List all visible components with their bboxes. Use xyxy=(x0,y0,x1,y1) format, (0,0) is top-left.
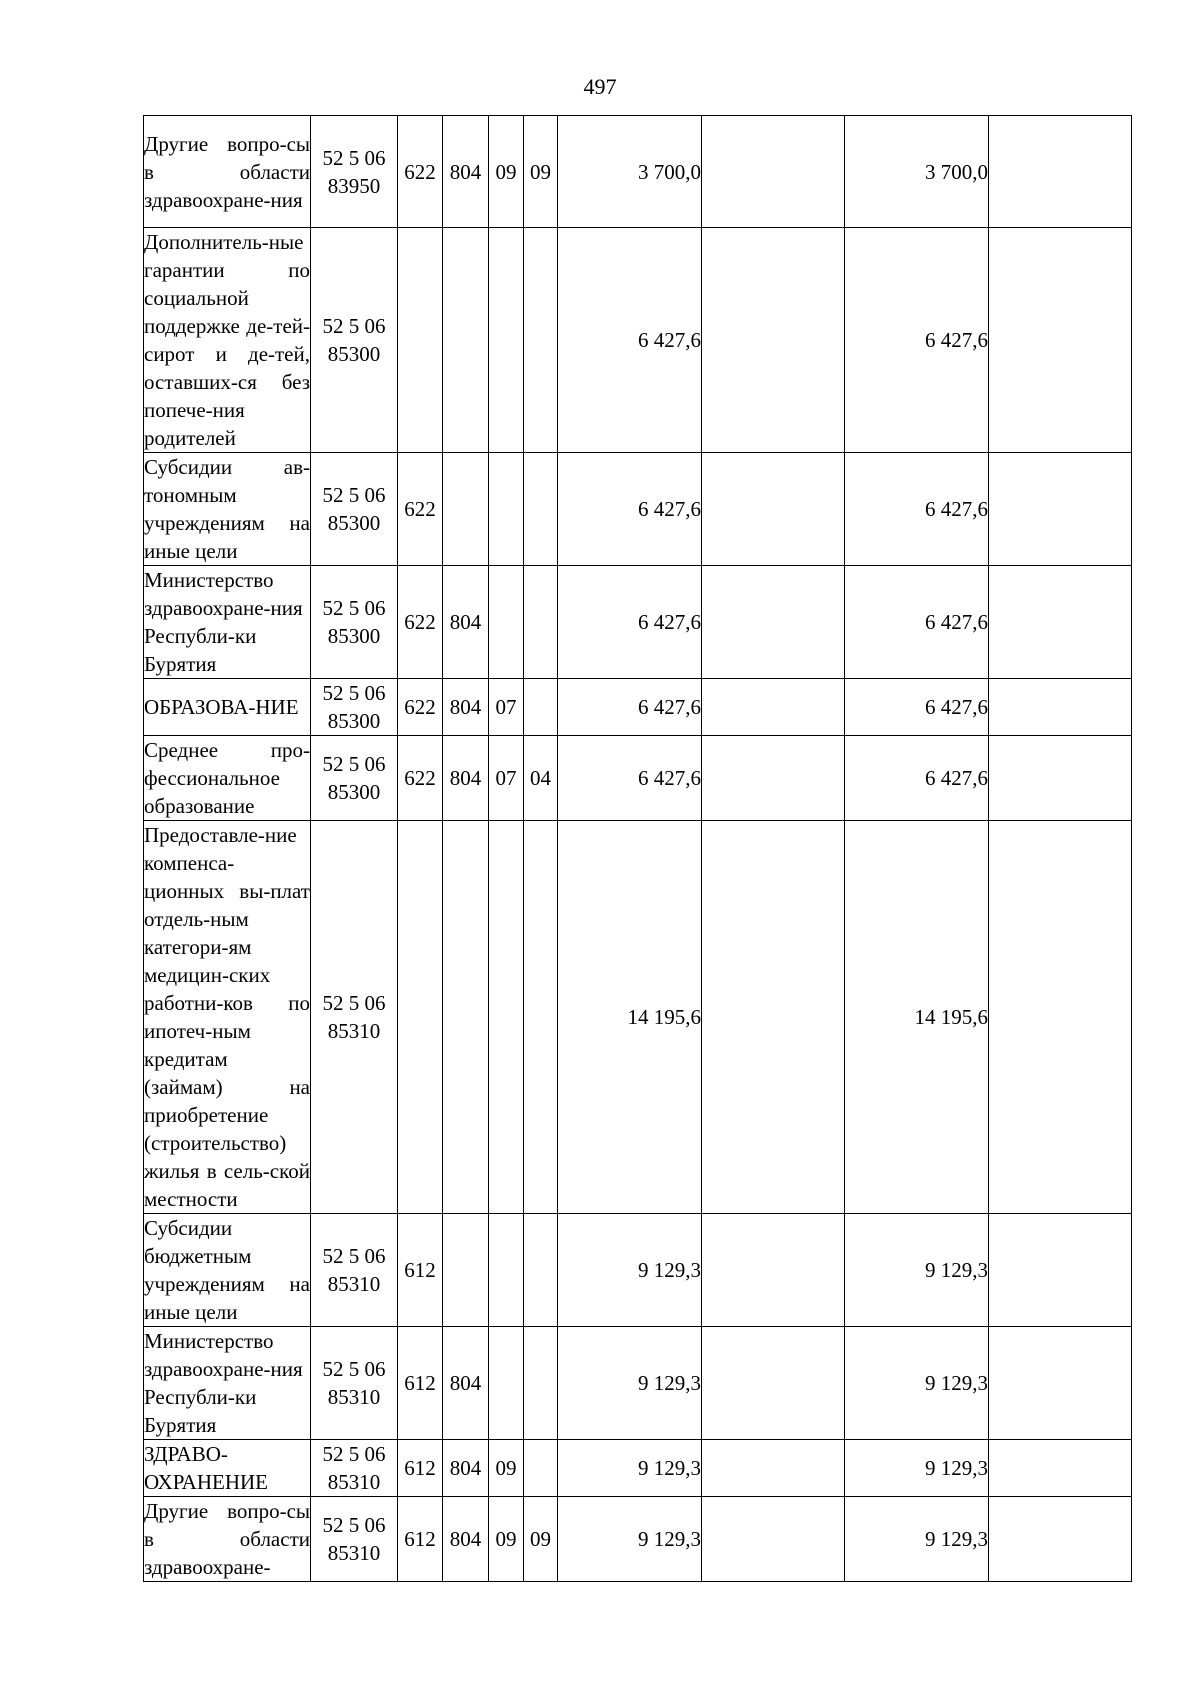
subsection-code-cell xyxy=(524,453,558,566)
amount-2-cell xyxy=(702,566,845,679)
item-name-cell: Министерство здравоохране-ния Республи-ки Бурятия xyxy=(144,566,311,679)
item-name-cell: Предоставле-ние компенса-ционных вы-плат отдель-ным категори-ям медицин-ских работни-ков по ипотеч-ным кредитам (займам) на приобретение (строительство) жилья в сель-ской местности xyxy=(144,821,311,1214)
amount-4-cell xyxy=(989,1497,1132,1582)
expense-type-cell: 612 xyxy=(398,1497,443,1582)
amount-3-cell: 6 427,6 xyxy=(845,736,989,821)
subsection-code-cell xyxy=(524,566,558,679)
target-code-cell: 52 5 06 85300 xyxy=(311,679,398,736)
subsection-code-cell: 09 xyxy=(524,1497,558,1582)
department-code-cell: 804 xyxy=(443,1327,489,1440)
item-name-cell: Субсидии ав-тономным учреждениям на иные цели xyxy=(144,453,311,566)
item-name-cell: ОБРАЗОВА-НИЕ xyxy=(144,679,311,736)
amount-4-cell xyxy=(989,736,1132,821)
amount-3-cell: 9 129,3 xyxy=(845,1497,989,1582)
target-code-cell: 52 5 06 85310 xyxy=(311,1327,398,1440)
subsection-code-cell xyxy=(524,1214,558,1327)
item-name-cell: Субсидии бюджетным учреждениям на иные цели xyxy=(144,1214,311,1327)
section-code-cell: 09 xyxy=(489,1440,524,1497)
table-row xyxy=(144,1327,1132,1440)
amount-3-cell: 6 427,6 xyxy=(845,228,989,453)
amount-1-cell: 6 427,6 xyxy=(558,453,702,566)
section-code-cell xyxy=(489,1327,524,1440)
budget-table-body xyxy=(144,116,1132,1582)
expense-type-cell: 622 xyxy=(398,566,443,679)
expense-type-cell: 612 xyxy=(398,1327,443,1440)
target-code-cell: 52 5 06 85310 xyxy=(311,821,398,1214)
section-code-cell: 07 xyxy=(489,736,524,821)
target-code-cell: 52 5 06 83950 xyxy=(311,116,398,228)
table-row xyxy=(144,566,1132,679)
target-code-cell: 52 5 06 85310 xyxy=(311,1497,398,1582)
department-code-cell xyxy=(443,821,489,1214)
subsection-code-cell xyxy=(524,821,558,1214)
table-row xyxy=(144,1497,1132,1582)
target-code-cell: 52 5 06 85300 xyxy=(311,453,398,566)
target-code-cell: 52 5 06 85300 xyxy=(311,736,398,821)
expense-type-cell xyxy=(398,228,443,453)
amount-4-cell xyxy=(989,1440,1132,1497)
expense-type-cell: 612 xyxy=(398,1440,443,1497)
amount-3-cell: 9 129,3 xyxy=(845,1214,989,1327)
page-number: 497 xyxy=(583,74,617,99)
table-row xyxy=(144,116,1132,228)
subsection-code-cell xyxy=(524,679,558,736)
expense-type-cell: 622 xyxy=(398,116,443,228)
amount-4-cell xyxy=(989,566,1132,679)
section-code-cell xyxy=(489,566,524,679)
table-row xyxy=(144,228,1132,453)
department-code-cell: 804 xyxy=(443,116,489,228)
table-row xyxy=(144,679,1132,736)
subsection-code-cell xyxy=(524,1327,558,1440)
target-code-cell: 52 5 06 85300 xyxy=(311,228,398,453)
section-code-cell xyxy=(489,1214,524,1327)
amount-2-cell xyxy=(702,736,845,821)
subsection-code-cell: 09 xyxy=(524,116,558,228)
amount-3-cell: 6 427,6 xyxy=(845,679,989,736)
section-code-cell: 09 xyxy=(489,1497,524,1582)
department-code-cell: 804 xyxy=(443,1440,489,1497)
table-row xyxy=(144,736,1132,821)
amount-2-cell xyxy=(702,453,845,566)
amount-1-cell: 6 427,6 xyxy=(558,736,702,821)
amount-2-cell xyxy=(702,1214,845,1327)
amount-1-cell: 3 700,0 xyxy=(558,116,702,228)
amount-2-cell xyxy=(702,1440,845,1497)
department-code-cell xyxy=(443,453,489,566)
target-code-cell: 52 5 06 85300 xyxy=(311,566,398,679)
section-code-cell: 07 xyxy=(489,679,524,736)
amount-1-cell: 9 129,3 xyxy=(558,1327,702,1440)
table-row xyxy=(144,1440,1132,1497)
amount-4-cell xyxy=(989,679,1132,736)
expense-type-cell: 622 xyxy=(398,453,443,566)
amount-3-cell: 3 700,0 xyxy=(845,116,989,228)
item-name-cell: ЗДРАВО-ОХРАНЕНИЕ xyxy=(144,1440,311,1497)
section-code-cell xyxy=(489,821,524,1214)
amount-2-cell xyxy=(702,821,845,1214)
department-code-cell: 804 xyxy=(443,679,489,736)
amount-4-cell xyxy=(989,1214,1132,1327)
amount-2-cell xyxy=(702,679,845,736)
section-code-cell: 09 xyxy=(489,116,524,228)
amount-4-cell xyxy=(989,228,1132,453)
amount-4-cell xyxy=(989,1327,1132,1440)
amount-1-cell: 9 129,3 xyxy=(558,1214,702,1327)
amount-1-cell: 6 427,6 xyxy=(558,228,702,453)
item-name-cell: Министерство здравоохране-ния Республи-ки Бурятия xyxy=(144,1327,311,1440)
subsection-code-cell xyxy=(524,228,558,453)
item-name-cell: Другие вопро-сы в области здравоохране-ния xyxy=(144,116,311,228)
department-code-cell xyxy=(443,228,489,453)
budget-table xyxy=(143,115,1132,1582)
expense-type-cell: 612 xyxy=(398,1214,443,1327)
department-code-cell: 804 xyxy=(443,1497,489,1582)
department-code-cell: 804 xyxy=(443,736,489,821)
subsection-code-cell xyxy=(524,1440,558,1497)
table-row xyxy=(144,1214,1132,1327)
section-code-cell xyxy=(489,453,524,566)
amount-1-cell: 9 129,3 xyxy=(558,1440,702,1497)
expense-type-cell xyxy=(398,821,443,1214)
expense-type-cell: 622 xyxy=(398,679,443,736)
amount-2-cell xyxy=(702,1327,845,1440)
target-code-cell: 52 5 06 85310 xyxy=(311,1214,398,1327)
department-code-cell xyxy=(443,1214,489,1327)
amount-3-cell: 9 129,3 xyxy=(845,1440,989,1497)
amount-1-cell: 9 129,3 xyxy=(558,1497,702,1582)
amount-1-cell: 6 427,6 xyxy=(558,566,702,679)
amount-2-cell xyxy=(702,1497,845,1582)
amount-2-cell xyxy=(702,228,845,453)
amount-3-cell: 14 195,6 xyxy=(845,821,989,1214)
table-row xyxy=(144,453,1132,566)
amount-3-cell: 6 427,6 xyxy=(845,453,989,566)
target-code-cell: 52 5 06 85310 xyxy=(311,1440,398,1497)
amount-3-cell: 6 427,6 xyxy=(845,566,989,679)
amount-4-cell xyxy=(989,453,1132,566)
item-name-cell: Среднее про-фессиональное образование xyxy=(144,736,311,821)
amount-2-cell xyxy=(702,116,845,228)
section-code-cell xyxy=(489,228,524,453)
amount-4-cell xyxy=(989,116,1132,228)
item-name-cell: Другие вопро-сы в области здравоохране- xyxy=(144,1497,311,1582)
amount-4-cell xyxy=(989,821,1132,1214)
department-code-cell: 804 xyxy=(443,566,489,679)
table-row xyxy=(144,821,1132,1214)
amount-1-cell: 14 195,6 xyxy=(558,821,702,1214)
item-name-cell: Дополнитель-ные гарантии по социальной поддержке де-тей-сирот и де-тей, оставших-ся без попече-ния родителей xyxy=(144,228,311,453)
subsection-code-cell: 04 xyxy=(524,736,558,821)
amount-1-cell: 6 427,6 xyxy=(558,679,702,736)
expense-type-cell: 622 xyxy=(398,736,443,821)
amount-3-cell: 9 129,3 xyxy=(845,1327,989,1440)
